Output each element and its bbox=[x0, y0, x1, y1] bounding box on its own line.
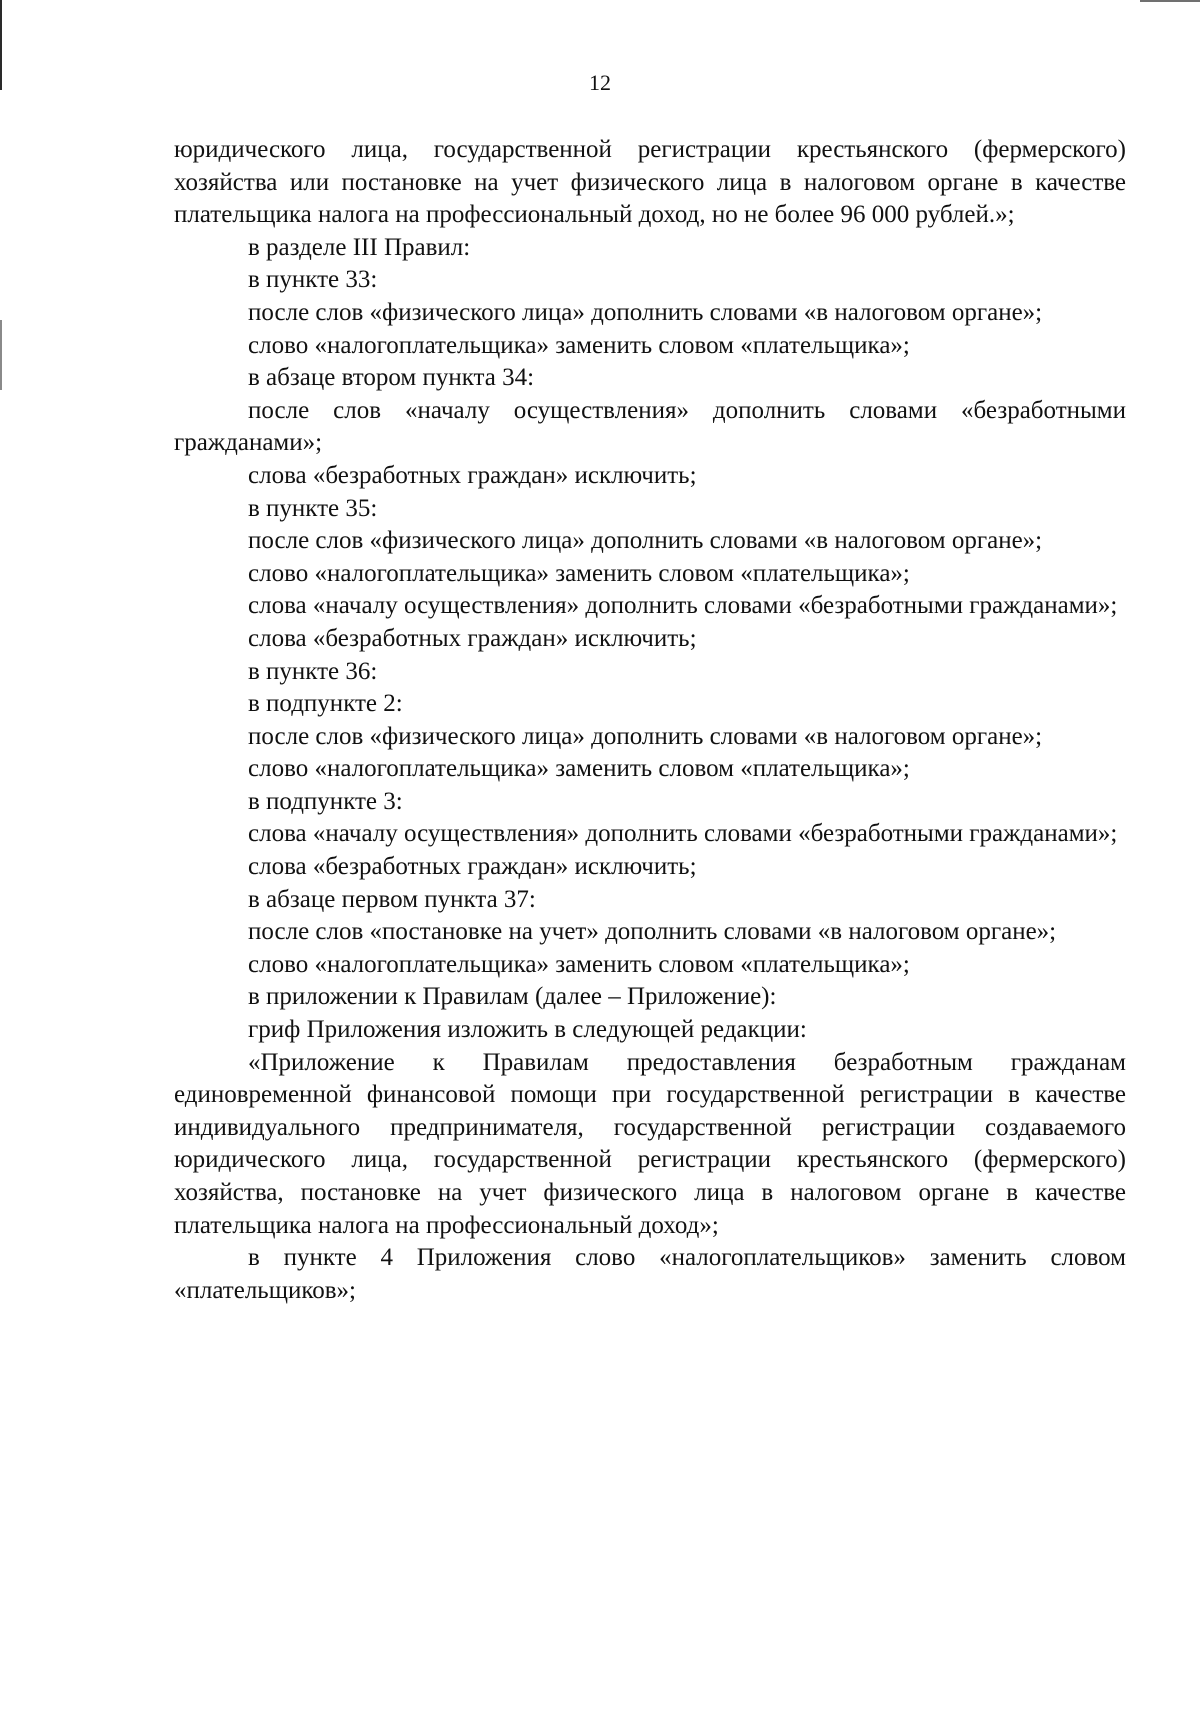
paragraph: в абзаце втором пункта 34: bbox=[248, 364, 535, 392]
paragraph: в пункте 36: bbox=[248, 657, 378, 685]
scan-edge-mark bbox=[0, 320, 2, 390]
paragraph: в пункте 33: bbox=[248, 266, 378, 294]
paragraph: после слов «физического лица» дополнить словами «в налоговом органе»; bbox=[248, 527, 1043, 555]
paragraph: после слов «постановке на учет» дополнить словами «в налоговом органе»; bbox=[248, 918, 1057, 946]
paragraph: в абзаце первом пункта 37: bbox=[248, 885, 536, 913]
paragraph: в пункте 35: bbox=[248, 494, 378, 522]
page-number: 12 bbox=[589, 70, 611, 95]
paragraph: в пункте 4 Приложения слово «налогоплательщиков» заменить словом «плательщиков»; bbox=[174, 1244, 1126, 1304]
paragraph: в подпункте 2: bbox=[248, 690, 403, 718]
paragraph: после слов «началу осуществления» дополнить словами «безработными гражданами»; bbox=[174, 396, 1126, 457]
paragraph: в разделе III Правил: bbox=[248, 233, 471, 261]
paragraph: в подпункте 3: bbox=[248, 787, 403, 815]
paragraph: после слов «физического лица» дополнить словами «в налоговом органе»; bbox=[248, 722, 1043, 750]
paragraph: слова «безработных граждан» исключить; bbox=[248, 461, 697, 489]
paragraph: после слов «физического лица» дополнить словами «в налоговом органе»; bbox=[248, 298, 1043, 326]
scan-edge-mark bbox=[1140, 0, 1200, 2]
paragraph: слова «безработных граждан» исключить; bbox=[248, 853, 697, 881]
paragraph: юридического лица, государственной регистрации крестьянского (фермерского) хозяйства или постановке на учет физического лица в налоговом органе в качестве плательщика налога на профессиональный доход, но не более 96 000 рублей.»; bbox=[174, 136, 1126, 229]
paragraph: в приложении к Правилам (далее – Приложение): bbox=[248, 983, 777, 1011]
paragraph: слова «началу осуществления» дополнить словами «безработными гражданами»; bbox=[248, 592, 1118, 620]
paragraph: «Приложение к Правилам предоставления безработным гражданам единовременной финансовой помощи при государственной регистрации в качестве индивидуального предпринимателя, государственной регистрации создаваемого юридического лица, государственной регистрации крестьянского (фермерского) хозяйства, постановке на учет физического лица в налоговом органе в качестве плательщика налога на профессиональный доход»; bbox=[174, 1048, 1126, 1239]
document-body bbox=[174, 134, 1126, 1307]
paragraph: слово «налогоплательщика» заменить словом «плательщика»; bbox=[248, 331, 910, 359]
paragraph: слово «налогоплательщика» заменить словом «плательщика»; bbox=[248, 755, 910, 783]
paragraph: гриф Приложения изложить в следующей редакции: bbox=[248, 1016, 807, 1044]
paragraph: слова «безработных граждан» исключить; bbox=[248, 624, 697, 652]
paragraph: слова «началу осуществления» дополнить словами «безработными гражданами»; bbox=[248, 820, 1118, 848]
paragraph: слово «налогоплательщика» заменить словом «плательщика»; bbox=[248, 950, 910, 978]
paragraph: слово «налогоплательщика» заменить словом «плательщика»; bbox=[248, 559, 910, 587]
